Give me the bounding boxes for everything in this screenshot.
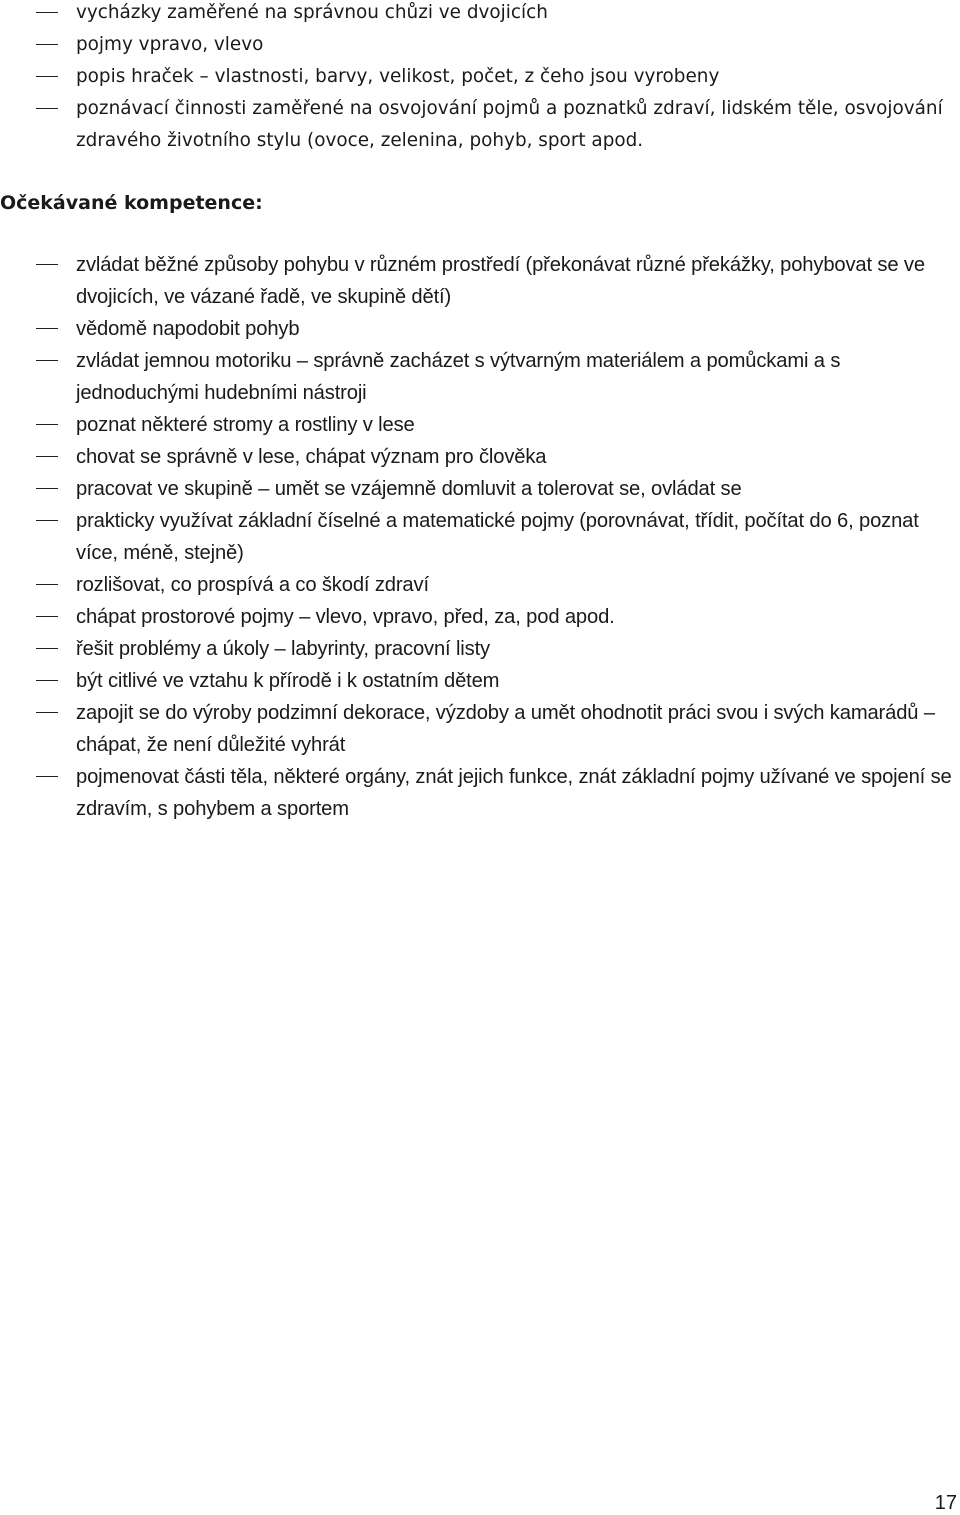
- dash-bullet-icon: [36, 584, 58, 585]
- list-item: [0, 61, 960, 93]
- list-item-text: vycházky zaměřené na správnou chůzi ve dvojicích: [76, 2, 548, 23]
- list-item-text: chovat se správně v lese, chápat význam pro člověka: [76, 446, 547, 468]
- list-item-text: poznat některé stromy a rostliny v lese: [76, 414, 415, 436]
- list-item: [0, 665, 960, 697]
- dash-bullet-icon: [36, 108, 58, 109]
- dash-bullet-icon: [36, 648, 58, 649]
- dash-bullet-icon: [36, 12, 58, 13]
- list-item: [0, 601, 960, 633]
- list-item: [0, 93, 960, 157]
- list-item-text: zvládat jemnou motoriku – správně zacházet s výtvarným materiálem a pomůckami a s jednoduchými hudebními nástroji: [76, 350, 841, 404]
- dash-bullet-icon: [36, 328, 58, 329]
- dash-bullet-icon: [36, 424, 58, 425]
- dash-bullet-icon: [36, 456, 58, 457]
- list-item-text: prakticky využívat základní číselné a matematické pojmy (porovnávat, třídit, počítat do 6, poznat více, méně, stejně): [76, 510, 919, 564]
- list-item: [0, 313, 960, 345]
- dash-bullet-icon: [36, 520, 58, 521]
- list-item-text: pracovat ve skupině – umět se vzájemně domluvit a tolerovat se, ovládat se: [76, 478, 742, 500]
- dash-bullet-icon: [36, 712, 58, 713]
- list-item-text: popis hraček – vlastnosti, barvy, velikost, počet, z čeho jsou vyrobeny: [76, 66, 720, 87]
- list-item: [0, 697, 960, 761]
- list-item-text: rozlišovat, co prospívá a co škodí zdraví: [76, 574, 429, 596]
- list-item: [0, 633, 960, 665]
- list-item: [0, 29, 960, 61]
- list-item-text: vědomě napodobit pohyb: [76, 318, 300, 340]
- list-item-text: řešit problémy a úkoly – labyrinty, pracovní listy: [76, 638, 490, 660]
- list-item-text: chápat prostorové pojmy – vlevo, vpravo, před, za, pod apod.: [76, 606, 615, 628]
- dash-bullet-icon: [36, 264, 58, 265]
- list-item: [0, 569, 960, 601]
- page-number: 17: [934, 1492, 957, 1514]
- competences-list: [0, 249, 960, 825]
- list-item: [0, 441, 960, 473]
- dash-bullet-icon: [36, 76, 58, 77]
- list-item: [0, 345, 960, 409]
- dash-bullet-icon: [36, 360, 58, 361]
- list-item: [0, 0, 960, 29]
- list-item: [0, 249, 960, 313]
- list-item-text: poznávací činnosti zaměřené na osvojování pojmů a poznatků zdraví, lidském těle, osvojování zdravého životního stylu (ovoce, zelenina, pohyb, sport apod.: [76, 98, 943, 151]
- dash-bullet-icon: [36, 776, 58, 777]
- dash-bullet-icon: [36, 680, 58, 681]
- list-item-text: zvládat běžné způsoby pohybu v různém prostředí (překonávat různé překážky, pohybovat se ve dvojicích, ve vázané řadě, ve skupině dětí): [76, 254, 925, 308]
- list-item-text: pojmenovat části těla, některé orgány, znát jejich funkce, znát základní pojmy užívané ve spojení se zdravím, s pohybem a sportem: [76, 766, 952, 820]
- dash-bullet-icon: [36, 616, 58, 617]
- list-item: [0, 761, 960, 825]
- list-item-text: být citlivé ve vztahu k přírodě i k ostatním dětem: [76, 670, 500, 692]
- list-item: [0, 409, 960, 441]
- dash-bullet-icon: [36, 488, 58, 489]
- section-heading: Očekávané kompetence:: [0, 192, 263, 214]
- list-item-text: zapojit se do výroby podzimní dekorace, výzdoby a umět ohodnotit práci svou i svých kamarádů – chápat, že není důležité vyhrát: [76, 702, 935, 756]
- list-item-text: pojmy vpravo, vlevo: [76, 34, 264, 55]
- list-item: [0, 505, 960, 569]
- activity-list: [0, 0, 960, 157]
- dash-bullet-icon: [36, 44, 58, 45]
- list-item: [0, 473, 960, 505]
